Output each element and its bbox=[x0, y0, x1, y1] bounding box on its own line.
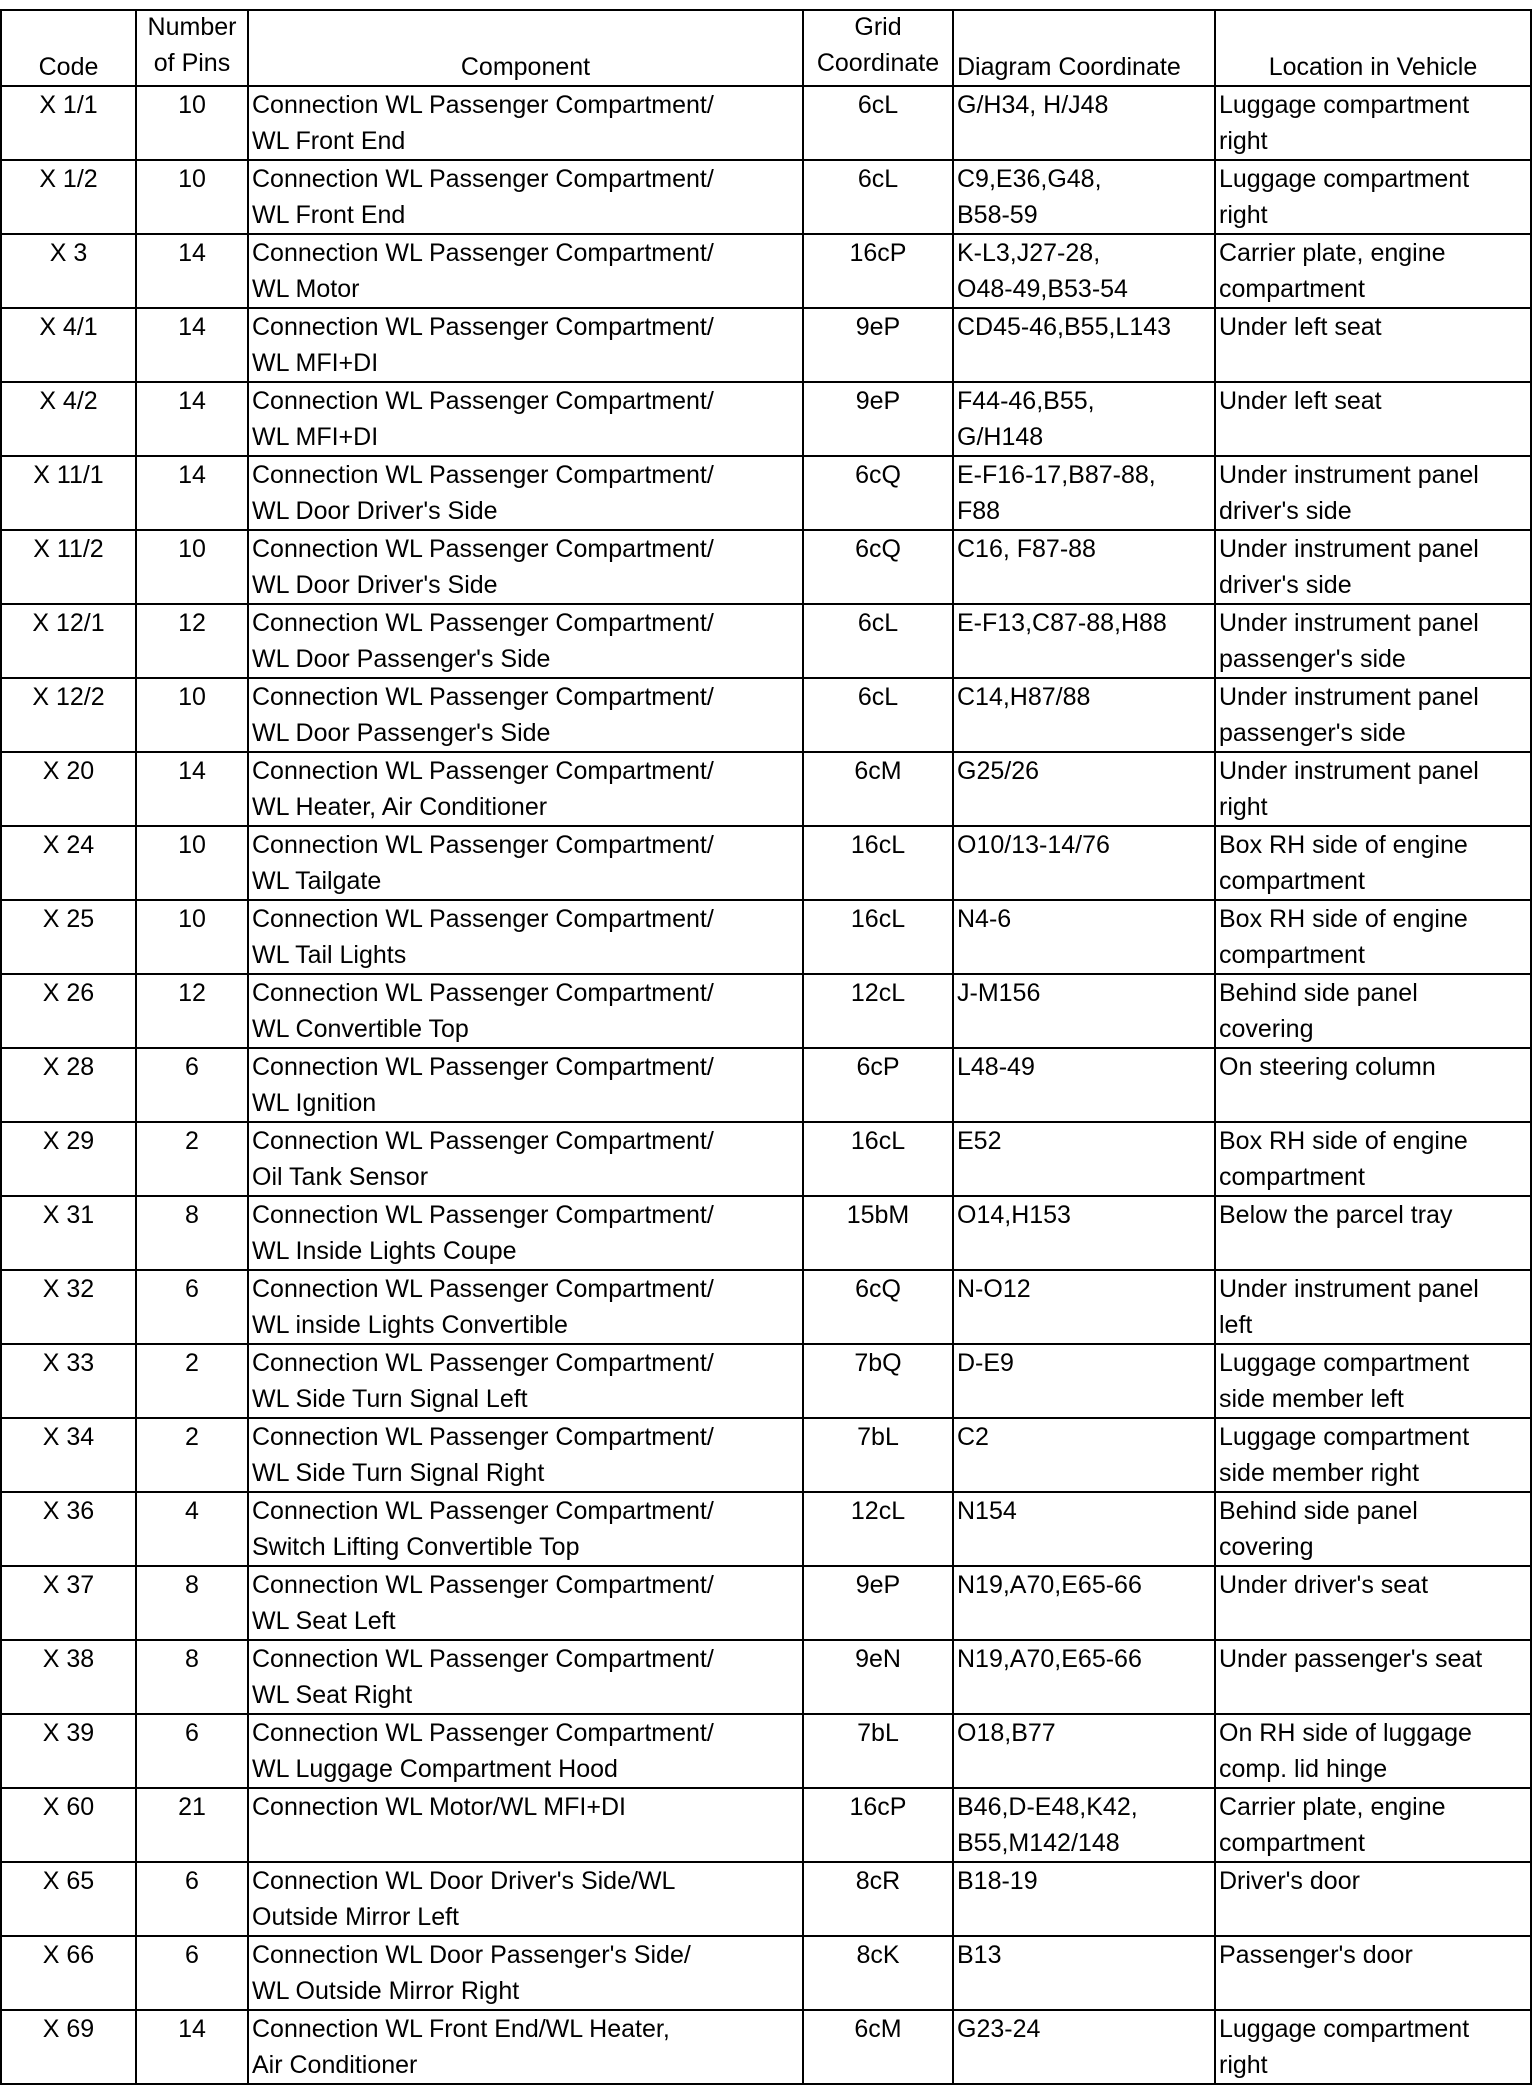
location-cell: Under instrument panel passenger's side bbox=[1215, 678, 1531, 752]
location-cell: Carrier plate, engine compartment bbox=[1215, 1788, 1531, 1862]
code-cell: X 12/1 bbox=[1, 604, 136, 678]
component-cell: Connection WL Passenger Compartment/ WL Door Passenger's Side bbox=[248, 604, 803, 678]
table-row bbox=[1, 308, 1531, 382]
pins-cell: 14 bbox=[136, 752, 248, 826]
pins-cell: 12 bbox=[136, 604, 248, 678]
location-cell: Under left seat bbox=[1215, 382, 1531, 456]
pins-cell: 2 bbox=[136, 1122, 248, 1196]
grid-coordinate-cell: 6cQ bbox=[803, 530, 953, 604]
grid-coordinate-cell: 6cP bbox=[803, 1048, 953, 1122]
grid-coordinate-cell: 6cL bbox=[803, 160, 953, 234]
component-cell: Connection WL Passenger Compartment/ WL Side Turn Signal Right bbox=[248, 1418, 803, 1492]
grid-coordinate-cell: 16cL bbox=[803, 900, 953, 974]
pins-cell: 6 bbox=[136, 1048, 248, 1122]
code-cell: X 25 bbox=[1, 900, 136, 974]
grid-coordinate-cell: 6cQ bbox=[803, 456, 953, 530]
table-row bbox=[1, 1196, 1531, 1270]
table-body bbox=[1, 86, 1531, 2084]
location-cell: Passenger's door bbox=[1215, 1936, 1531, 2010]
table-row bbox=[1, 1566, 1531, 1640]
table-row bbox=[1, 1640, 1531, 1714]
location-cell: Luggage compartment side member right bbox=[1215, 1418, 1531, 1492]
table-row bbox=[1, 1270, 1531, 1344]
grid-coordinate-cell: 6cL bbox=[803, 604, 953, 678]
code-cell: X 34 bbox=[1, 1418, 136, 1492]
diagram-coordinate-cell: K-L3,J27-28, O48-49,B53-54 bbox=[953, 234, 1215, 308]
pins-cell: 6 bbox=[136, 1862, 248, 1936]
table-row bbox=[1, 86, 1531, 160]
diagram-coordinate-cell: G/H34, H/J48 bbox=[953, 86, 1215, 160]
pins-cell: 8 bbox=[136, 1196, 248, 1270]
table-row bbox=[1, 234, 1531, 308]
code-cell: X 4/2 bbox=[1, 382, 136, 456]
code-cell: X 36 bbox=[1, 1492, 136, 1566]
location-cell: Luggage compartment right bbox=[1215, 2010, 1531, 2084]
pins-cell: 8 bbox=[136, 1640, 248, 1714]
grid-coordinate-cell: 12cL bbox=[803, 974, 953, 1048]
grid-coordinate-cell: 7bQ bbox=[803, 1344, 953, 1418]
location-cell: Carrier plate, engine compartment bbox=[1215, 234, 1531, 308]
pins-cell: 14 bbox=[136, 456, 248, 530]
code-cell: X 38 bbox=[1, 1640, 136, 1714]
diagram-coordinate-cell: N-O12 bbox=[953, 1270, 1215, 1344]
component-cell: Connection WL Passenger Compartment/ WL Side Turn Signal Left bbox=[248, 1344, 803, 1418]
location-cell: Behind side panel covering bbox=[1215, 1492, 1531, 1566]
table-row bbox=[1, 160, 1531, 234]
table-row bbox=[1, 456, 1531, 530]
pins-cell: 10 bbox=[136, 678, 248, 752]
component-cell: Connection WL Passenger Compartment/ WL Seat Left bbox=[248, 1566, 803, 1640]
location-cell: Driver's door bbox=[1215, 1862, 1531, 1936]
grid-coordinate-cell: 16cP bbox=[803, 234, 953, 308]
component-cell: Connection WL Door Passenger's Side/ WL Outside Mirror Right bbox=[248, 1936, 803, 2010]
diagram-coordinate-cell: E-F13,C87-88,H88 bbox=[953, 604, 1215, 678]
component-cell: Connection WL Passenger Compartment/ WL Door Passenger's Side bbox=[248, 678, 803, 752]
table-row bbox=[1, 900, 1531, 974]
pins-cell: 2 bbox=[136, 1344, 248, 1418]
location-cell: Under instrument panel driver's side bbox=[1215, 456, 1531, 530]
code-cell: X 11/2 bbox=[1, 530, 136, 604]
pins-cell: 12 bbox=[136, 974, 248, 1048]
grid-coordinate-cell: 6cM bbox=[803, 2010, 953, 2084]
table-row bbox=[1, 1862, 1531, 1936]
component-cell: Connection WL Passenger Compartment/ WL Ignition bbox=[248, 1048, 803, 1122]
code-cell: X 33 bbox=[1, 1344, 136, 1418]
table-row bbox=[1, 974, 1531, 1048]
pins-cell: 10 bbox=[136, 826, 248, 900]
location-cell: Under instrument panel left bbox=[1215, 1270, 1531, 1344]
code-cell: X 24 bbox=[1, 826, 136, 900]
code-cell: X 29 bbox=[1, 1122, 136, 1196]
location-cell: Under left seat bbox=[1215, 308, 1531, 382]
location-cell: Box RH side of engine compartment bbox=[1215, 1122, 1531, 1196]
location-cell: On steering column bbox=[1215, 1048, 1531, 1122]
diagram-coordinate-cell: B18-19 bbox=[953, 1862, 1215, 1936]
header-row bbox=[1, 10, 1531, 86]
table-row bbox=[1, 678, 1531, 752]
diagram-coordinate-cell: O18,B77 bbox=[953, 1714, 1215, 1788]
table-row bbox=[1, 530, 1531, 604]
location-cell: Under driver's seat bbox=[1215, 1566, 1531, 1640]
diagram-coordinate-cell: N19,A70,E65-66 bbox=[953, 1566, 1215, 1640]
table-row bbox=[1, 826, 1531, 900]
pins-cell: 14 bbox=[136, 234, 248, 308]
header-grid-coordinate: Grid Coordinate bbox=[803, 10, 953, 86]
pins-cell: 14 bbox=[136, 308, 248, 382]
table-row bbox=[1, 1344, 1531, 1418]
grid-coordinate-cell: 15bM bbox=[803, 1196, 953, 1270]
component-cell: Connection WL Passenger Compartment/ WL MFI+DI bbox=[248, 382, 803, 456]
component-cell: Connection WL Passenger Compartment/ WL MFI+DI bbox=[248, 308, 803, 382]
component-cell: Connection WL Passenger Compartment/ WL Seat Right bbox=[248, 1640, 803, 1714]
component-cell: Connection WL Passenger Compartment/ WL Convertible Top bbox=[248, 974, 803, 1048]
grid-coordinate-cell: 12cL bbox=[803, 1492, 953, 1566]
connector-table-container bbox=[0, 9, 1530, 2085]
location-cell: Luggage compartment right bbox=[1215, 160, 1531, 234]
diagram-coordinate-cell: C9,E36,G48, B58-59 bbox=[953, 160, 1215, 234]
code-cell: X 69 bbox=[1, 2010, 136, 2084]
table-row bbox=[1, 1048, 1531, 1122]
grid-coordinate-cell: 9eP bbox=[803, 1566, 953, 1640]
table-row bbox=[1, 752, 1531, 826]
code-cell: X 1/2 bbox=[1, 160, 136, 234]
table-row bbox=[1, 1788, 1531, 1862]
diagram-coordinate-cell: J-M156 bbox=[953, 974, 1215, 1048]
code-cell: X 32 bbox=[1, 1270, 136, 1344]
table-row bbox=[1, 1936, 1531, 2010]
location-cell: Luggage compartment side member left bbox=[1215, 1344, 1531, 1418]
pins-cell: 8 bbox=[136, 1566, 248, 1640]
component-cell: Connection WL Passenger Compartment/ WL Heater, Air Conditioner bbox=[248, 752, 803, 826]
header-component: Component bbox=[248, 10, 803, 86]
component-cell: Connection WL Passenger Compartment/ WL Front End bbox=[248, 160, 803, 234]
pins-cell: 4 bbox=[136, 1492, 248, 1566]
pins-cell: 6 bbox=[136, 1270, 248, 1344]
diagram-coordinate-cell: F44-46,B55, G/H148 bbox=[953, 382, 1215, 456]
header-location-in-vehicle: Location in Vehicle bbox=[1215, 10, 1531, 86]
diagram-coordinate-cell: CD45-46,B55,L143 bbox=[953, 308, 1215, 382]
code-cell: X 60 bbox=[1, 1788, 136, 1862]
component-cell: Connection WL Passenger Compartment/ WL inside Lights Convertible bbox=[248, 1270, 803, 1344]
location-cell: Under instrument panel passenger's side bbox=[1215, 604, 1531, 678]
diagram-coordinate-cell: N154 bbox=[953, 1492, 1215, 1566]
code-cell: X 37 bbox=[1, 1566, 136, 1640]
location-cell: Box RH side of engine compartment bbox=[1215, 900, 1531, 974]
component-cell: Connection WL Passenger Compartment/ WL Door Driver's Side bbox=[248, 456, 803, 530]
pins-cell: 10 bbox=[136, 900, 248, 974]
header-diagram-coordinate: Diagram Coordinate bbox=[953, 10, 1215, 86]
diagram-coordinate-cell: G23-24 bbox=[953, 2010, 1215, 2084]
grid-coordinate-cell: 6cL bbox=[803, 678, 953, 752]
header-code: Code bbox=[1, 10, 136, 86]
pins-cell: 2 bbox=[136, 1418, 248, 1492]
code-cell: X 3 bbox=[1, 234, 136, 308]
code-cell: X 1/1 bbox=[1, 86, 136, 160]
diagram-coordinate-cell: N4-6 bbox=[953, 900, 1215, 974]
location-cell: On RH side of luggage comp. lid hinge bbox=[1215, 1714, 1531, 1788]
grid-coordinate-cell: 6cM bbox=[803, 752, 953, 826]
diagram-coordinate-cell: N19,A70,E65-66 bbox=[953, 1640, 1215, 1714]
component-cell: Connection WL Passenger Compartment/ WL Tail Lights bbox=[248, 900, 803, 974]
diagram-coordinate-cell: C14,H87/88 bbox=[953, 678, 1215, 752]
header-number-of-pins: Number of Pins bbox=[136, 10, 248, 86]
grid-coordinate-cell: 6cQ bbox=[803, 1270, 953, 1344]
component-cell: Connection WL Passenger Compartment/ WL Motor bbox=[248, 234, 803, 308]
diagram-coordinate-cell: G25/26 bbox=[953, 752, 1215, 826]
component-cell: Connection WL Passenger Compartment/ WL Front End bbox=[248, 86, 803, 160]
grid-coordinate-cell: 7bL bbox=[803, 1418, 953, 1492]
diagram-coordinate-cell: O14,H153 bbox=[953, 1196, 1215, 1270]
code-cell: X 20 bbox=[1, 752, 136, 826]
table-row bbox=[1, 2010, 1531, 2084]
pins-cell: 10 bbox=[136, 530, 248, 604]
connector-table bbox=[0, 9, 1532, 2085]
pins-cell: 10 bbox=[136, 160, 248, 234]
table-row bbox=[1, 382, 1531, 456]
grid-coordinate-cell: 9eP bbox=[803, 382, 953, 456]
code-cell: X 28 bbox=[1, 1048, 136, 1122]
diagram-coordinate-cell: D-E9 bbox=[953, 1344, 1215, 1418]
pins-cell: 6 bbox=[136, 1714, 248, 1788]
diagram-coordinate-cell: C2 bbox=[953, 1418, 1215, 1492]
table-row bbox=[1, 1492, 1531, 1566]
component-cell: Connection WL Passenger Compartment/ WL Door Driver's Side bbox=[248, 530, 803, 604]
table-row bbox=[1, 1418, 1531, 1492]
pins-cell: 14 bbox=[136, 2010, 248, 2084]
grid-coordinate-cell: 8cK bbox=[803, 1936, 953, 2010]
code-cell: X 65 bbox=[1, 1862, 136, 1936]
component-cell: Connection WL Motor/WL MFI+DI bbox=[248, 1788, 803, 1862]
code-cell: X 26 bbox=[1, 974, 136, 1048]
grid-coordinate-cell: 7bL bbox=[803, 1714, 953, 1788]
location-cell: Under instrument panel driver's side bbox=[1215, 530, 1531, 604]
diagram-coordinate-cell: E-F16-17,B87-88, F88 bbox=[953, 456, 1215, 530]
location-cell: Under passenger's seat bbox=[1215, 1640, 1531, 1714]
code-cell: X 4/1 bbox=[1, 308, 136, 382]
component-cell: Connection WL Passenger Compartment/ WL Tailgate bbox=[248, 826, 803, 900]
table-row bbox=[1, 604, 1531, 678]
diagram-coordinate-cell: C16, F87-88 bbox=[953, 530, 1215, 604]
diagram-coordinate-cell: B46,D-E48,K42, B55,M142/148 bbox=[953, 1788, 1215, 1862]
component-cell: Connection WL Passenger Compartment/ WL Luggage Compartment Hood bbox=[248, 1714, 803, 1788]
diagram-coordinate-cell: E52 bbox=[953, 1122, 1215, 1196]
pins-cell: 10 bbox=[136, 86, 248, 160]
grid-coordinate-cell: 16cP bbox=[803, 1788, 953, 1862]
table-row bbox=[1, 1714, 1531, 1788]
component-cell: Connection WL Front End/WL Heater, Air Conditioner bbox=[248, 2010, 803, 2084]
component-cell: Connection WL Passenger Compartment/ WL Inside Lights Coupe bbox=[248, 1196, 803, 1270]
diagram-coordinate-cell: L48-49 bbox=[953, 1048, 1215, 1122]
location-cell: Luggage compartment right bbox=[1215, 86, 1531, 160]
location-cell: Behind side panel covering bbox=[1215, 974, 1531, 1048]
pins-cell: 21 bbox=[136, 1788, 248, 1862]
code-cell: X 11/1 bbox=[1, 456, 136, 530]
component-cell: Connection WL Passenger Compartment/ Oil Tank Sensor bbox=[248, 1122, 803, 1196]
grid-coordinate-cell: 6cL bbox=[803, 86, 953, 160]
grid-coordinate-cell: 8cR bbox=[803, 1862, 953, 1936]
pins-cell: 14 bbox=[136, 382, 248, 456]
diagram-coordinate-cell: O10/13-14/76 bbox=[953, 826, 1215, 900]
component-cell: Connection WL Passenger Compartment/ Switch Lifting Convertible Top bbox=[248, 1492, 803, 1566]
location-cell: Below the parcel tray bbox=[1215, 1196, 1531, 1270]
location-cell: Box RH side of engine compartment bbox=[1215, 826, 1531, 900]
table-row bbox=[1, 1122, 1531, 1196]
code-cell: X 39 bbox=[1, 1714, 136, 1788]
diagram-coordinate-cell: B13 bbox=[953, 1936, 1215, 2010]
location-cell: Under instrument panel right bbox=[1215, 752, 1531, 826]
code-cell: X 31 bbox=[1, 1196, 136, 1270]
grid-coordinate-cell: 9eP bbox=[803, 308, 953, 382]
grid-coordinate-cell: 16cL bbox=[803, 826, 953, 900]
code-cell: X 66 bbox=[1, 1936, 136, 2010]
component-cell: Connection WL Door Driver's Side/WL Outside Mirror Left bbox=[248, 1862, 803, 1936]
grid-coordinate-cell: 9eN bbox=[803, 1640, 953, 1714]
code-cell: X 12/2 bbox=[1, 678, 136, 752]
grid-coordinate-cell: 16cL bbox=[803, 1122, 953, 1196]
pins-cell: 6 bbox=[136, 1936, 248, 2010]
